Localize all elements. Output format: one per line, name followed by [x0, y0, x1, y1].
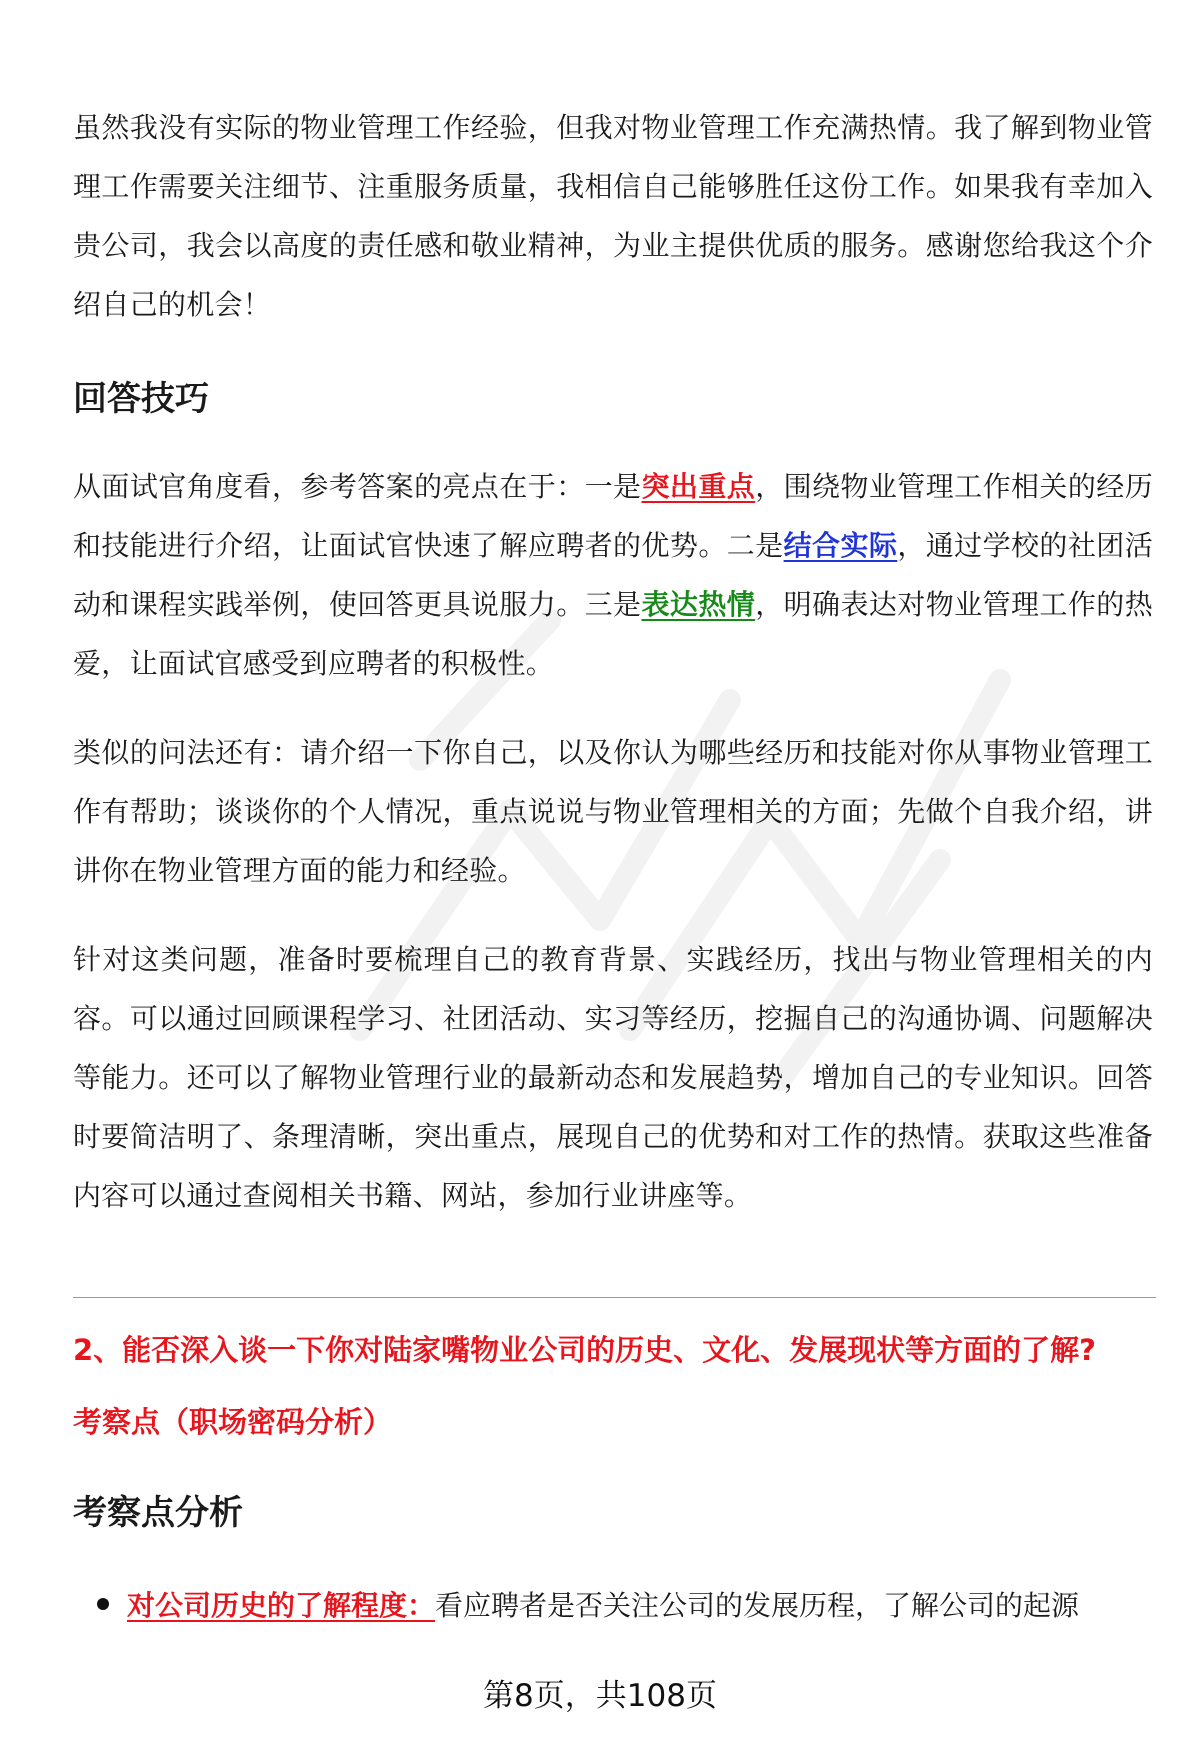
analysis-heading: 考察点分析	[73, 1493, 243, 1533]
bullet-dot-icon	[97, 1598, 109, 1610]
highlight-focus: 突出重点	[641, 470, 756, 503]
bullet-text: 看应聘者是否关注公司的发展历程，了解公司的起源	[435, 1589, 1080, 1622]
tips-text-3: ，通过学校的社团活动和课程实践举例，使回答更具说服力。三是	[73, 529, 1154, 621]
page-number: 第8页，共108页	[483, 1678, 717, 1714]
tips-text-1: 从面试官角度看，参考答案的亮点在于：一是	[73, 470, 642, 503]
preparation-paragraph: 针对这类问题，准备时要梳理自己的教育背景、实践经历，找出与物业管理相关的内容。可以通过回顾课程学习、社团活动、实习等经历，挖掘自己的沟通协调、问题解决等能力。还可以了解物业管理行业的最新动态和发展趋势，增加自己的专业知识。回答时要简洁明了、条理清晰，突出重点，展现自己的优势和对工作的热情。获取这些准备内容可以通过查阅相关书籍、网站，参加行业讲座等。	[73, 943, 1153, 1212]
intro-paragraph: 虽然我没有实际的物业管理工作经验，但我对物业管理工作充满热情。我了解到物业管理工作需要关注细节、注重服务质量，我相信自己能够胜任这份工作。如果我有幸加入贵公司，我会以高度的责任感和敬业精神，为业主提供优质的服务。感谢您给我这个介绍自己的机会！	[73, 111, 1153, 321]
tips-paragraph	[73, 457, 1153, 693]
bullet-item	[97, 1585, 1157, 1627]
similar-questions-paragraph: 类似的问法还有：请介绍一下你自己，以及你认为哪些经历和技能对你从事物业管理工作有帮助；谈谈你的个人情况，重点说说与物业管理相关的方面；先做个自我介绍，讲讲你在物业管理方面的能力和经验。	[73, 736, 1153, 887]
tips-text-4: ，明确表达对物业管理工作的热爱，让面试官感受到应聘者的积极性。	[73, 588, 1153, 680]
assessment-subheading: 考察点（职场密码分析）	[73, 1405, 393, 1439]
main-content	[73, 98, 1153, 1225]
question-heading: 2、能否深入谈一下你对陆家嘴物业公司的历史、文化、发展现状等方面的了解?	[73, 1333, 1097, 1367]
tips-heading: 回答技巧	[73, 379, 209, 419]
highlight-enthusiasm: 表达热情	[641, 588, 756, 621]
bullet-label: 对公司历史的了解程度：	[127, 1589, 436, 1622]
tips-text-2: ，围绕物业管理工作相关的经历和技能进行介绍，让面试官快速了解应聘者的优势。二是	[73, 470, 1153, 562]
highlight-practical: 结合实际	[783, 529, 898, 562]
section-divider	[73, 1297, 1156, 1298]
